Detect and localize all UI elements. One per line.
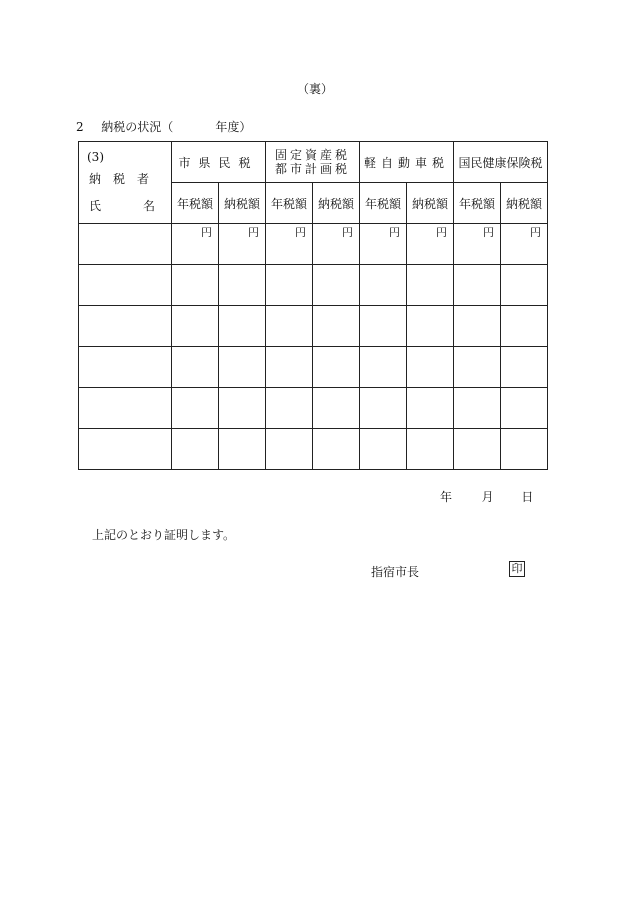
amount-cell[interactable] [407,265,454,306]
section-title [76,118,251,135]
amount-cell[interactable] [219,347,266,388]
sub-header-paid: 納税額 [313,183,360,224]
amount-cell[interactable] [172,429,219,470]
table-row [79,265,548,306]
unit-cell[interactable]: 円 [219,224,266,265]
amount-cell[interactable] [313,265,360,306]
table-row [79,388,548,429]
amount-cell[interactable] [266,388,313,429]
amount-cell[interactable] [407,347,454,388]
table-row [79,347,548,388]
amount-cell[interactable] [219,429,266,470]
page-title: （裏） [296,82,333,96]
amount-cell[interactable] [454,306,501,347]
amount-cell[interactable] [219,388,266,429]
amount-cell[interactable] [172,265,219,306]
section-number: 2 [76,120,84,134]
amount-cell[interactable] [501,429,548,470]
amount-cell[interactable] [313,388,360,429]
date-day: 日 [521,490,534,504]
unit-cell[interactable]: 円 [407,224,454,265]
sub-header-paid: 納税額 [219,183,266,224]
name-cell[interactable] [79,347,172,388]
section-year-suffix: 年度） [215,120,252,134]
amount-cell[interactable] [454,429,501,470]
amount-cell[interactable] [360,265,407,306]
unit-cell[interactable]: 円 [172,224,219,265]
amount-cell[interactable] [266,306,313,347]
health-insurance-tax-header: 国民健康保険税 [454,142,548,183]
sub-header-annual: 年税額 [266,183,313,224]
amount-cell[interactable] [266,429,313,470]
date-year: 年 [440,490,453,504]
section-title-text: 納税の状況（ [101,120,174,134]
amount-cell[interactable] [454,265,501,306]
unit-cell[interactable]: 円 [266,224,313,265]
amount-cell[interactable] [501,347,548,388]
amount-cell[interactable] [501,306,548,347]
amount-cell[interactable] [219,306,266,347]
amount-cell[interactable] [501,388,548,429]
table-row [79,306,548,347]
unit-cell[interactable]: 円 [360,224,407,265]
taxpayer-label: 納税者 [89,172,162,186]
amount-cell[interactable] [313,347,360,388]
amount-cell[interactable] [407,306,454,347]
amount-cell[interactable] [360,429,407,470]
amount-cell[interactable] [172,306,219,347]
amount-cell[interactable] [219,265,266,306]
amount-cell[interactable] [454,388,501,429]
sub-header-paid: 納税額 [407,183,454,224]
unit-cell[interactable]: 円 [313,224,360,265]
sub-header-paid: 納税額 [501,183,548,224]
light-vehicle-tax-header: 軽自動車税 [360,142,454,183]
issuer-title: 指宿市長 [371,565,420,579]
date-month: 月 [481,490,494,504]
amount-cell[interactable] [266,347,313,388]
name-cell[interactable] [79,265,172,306]
name-cell[interactable] [79,388,172,429]
amount-cell[interactable] [360,306,407,347]
name-cell[interactable] [79,224,172,265]
sub-header-annual: 年税額 [360,183,407,224]
sub-header-annual: 年税額 [454,183,501,224]
amount-cell[interactable] [360,388,407,429]
taxpayer-name-header [79,142,172,224]
amount-cell[interactable] [407,388,454,429]
certification-statement: 上記のとおり証明します。 [92,528,236,542]
amount-cell[interactable] [172,388,219,429]
amount-cell[interactable] [407,429,454,470]
municipal-tax-header: 市県民税 [172,142,266,183]
item-number: (3) [87,150,104,164]
unit-cell[interactable]: 円 [454,224,501,265]
sub-header-annual: 年税額 [172,183,219,224]
amount-cell[interactable] [454,347,501,388]
seal-mark: 印 [509,561,525,577]
amount-cell[interactable] [501,265,548,306]
table-row [79,224,548,265]
date-line [440,488,533,505]
amount-cell[interactable] [172,347,219,388]
name-cell[interactable] [79,429,172,470]
table-row [79,429,548,470]
amount-cell[interactable] [313,429,360,470]
tax-status-table [78,141,548,470]
amount-cell[interactable] [313,306,360,347]
amount-cell[interactable] [360,347,407,388]
name-label: 氏 名 [89,199,156,213]
property-tax-header: 固定資産税 都市計画税 [266,142,360,183]
amount-cell[interactable] [266,265,313,306]
unit-cell[interactable]: 円 [501,224,548,265]
name-cell[interactable] [79,306,172,347]
